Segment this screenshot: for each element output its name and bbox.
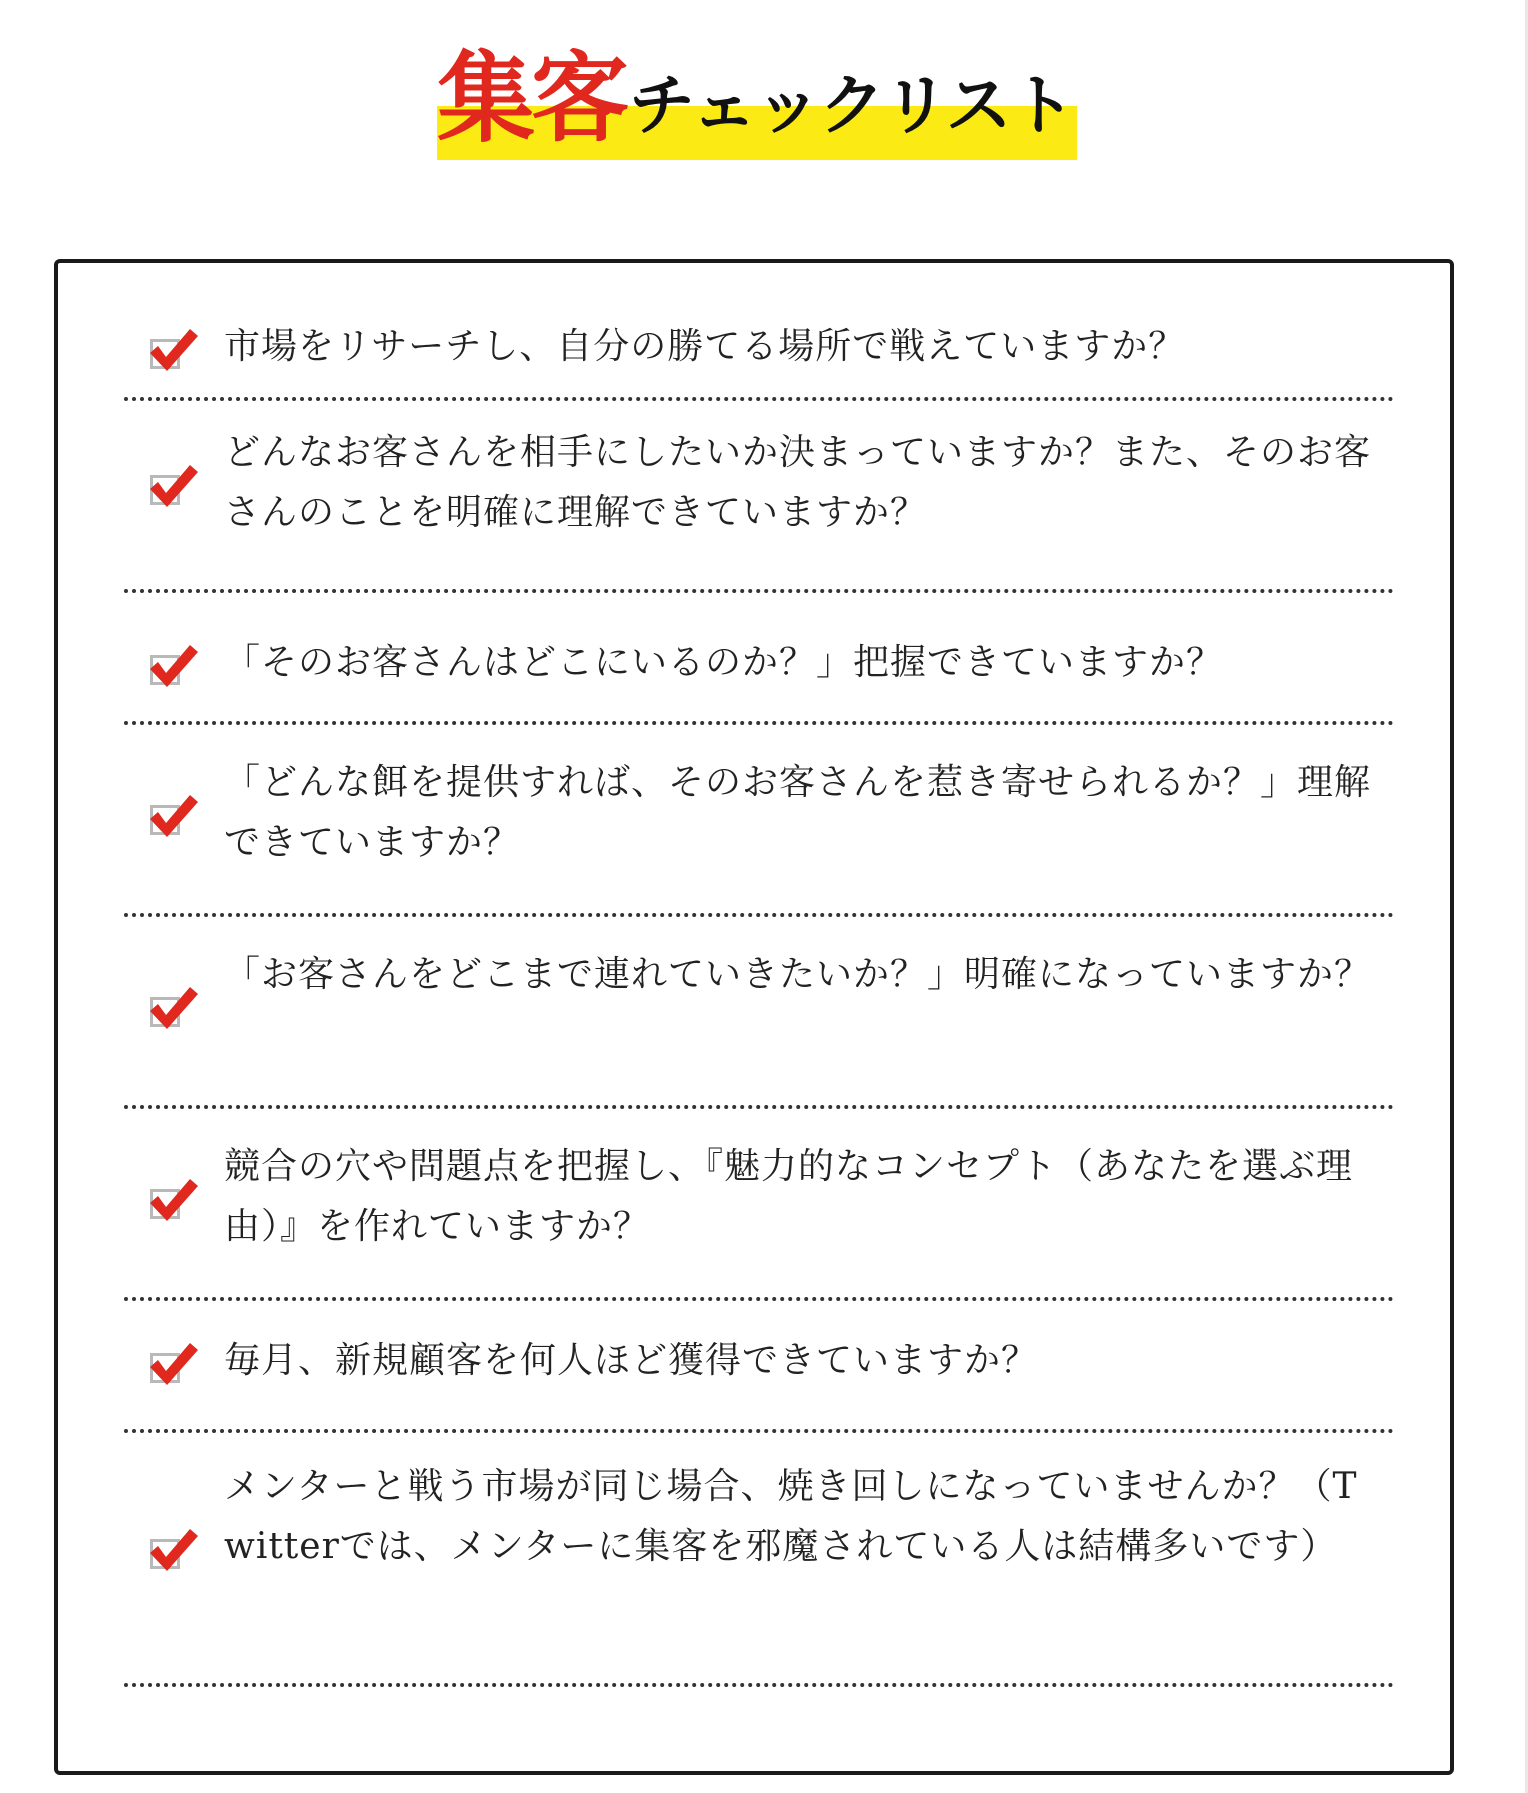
checklist-item: [124, 303, 1394, 401]
title-accent-text: 集客: [437, 42, 626, 156]
red-checkmark-icon: [146, 463, 200, 511]
checklist-title: [437, 42, 1077, 162]
checklist-item-text: 市場をリサーチし、自分の勝てる場所で戦えていますか？: [224, 326, 1186, 367]
checklist-item-text: メンターと戦う市場が同じ場合、焼き回しになっていませんか？（Twitterでは、メンターに集客を邪魔されている人は結構多いです）: [224, 1466, 1358, 1567]
red-checkmark-icon: [146, 1341, 200, 1389]
checklist-item: [124, 1109, 1394, 1301]
checklist-panel: [54, 259, 1454, 1775]
checklist-item-text: 「お客さんをどこまで連れていきたいか？」明確になっていますか？: [224, 954, 1372, 995]
checklist-item: [124, 593, 1394, 725]
red-checkmark-icon: [146, 643, 200, 691]
red-checkmark-icon: [146, 1177, 200, 1225]
red-checkmark-icon: [146, 327, 200, 375]
checklist-item: [124, 401, 1394, 593]
checklist-item: [124, 725, 1394, 917]
red-checkmark-icon: [146, 1527, 200, 1575]
checklist-item-text: 競合の穴や問題点を把握し、『魅力的なコンセプト（あなたを選ぶ理由）』を作れていますか？: [224, 1146, 1354, 1247]
checklist-item-text: 「そのお客さんはどこにいるのか？」把握できていますか？: [224, 642, 1224, 683]
title-text: [437, 42, 1074, 154]
red-checkmark-icon: [146, 793, 200, 841]
checklist-item: [124, 1301, 1394, 1433]
checklist-item: [124, 917, 1394, 1109]
checklist-item: [124, 1433, 1394, 1687]
checklist-item-text: 「どんな餌を提供すれば、そのお客さんを惹き寄せられるか？」理解できていますか？: [224, 762, 1372, 863]
checklist-item-text: 毎月、新規顧客を何人ほど獲得できていますか？: [224, 1340, 1039, 1381]
red-checkmark-icon: [146, 985, 200, 1033]
title-main-text: チェックリスト: [629, 67, 1074, 144]
checklist-item-text: どんなお客さんを相手にしたいか決まっていますか？また、そのお客さんのことを明確に理解できていますか？: [224, 432, 1372, 533]
